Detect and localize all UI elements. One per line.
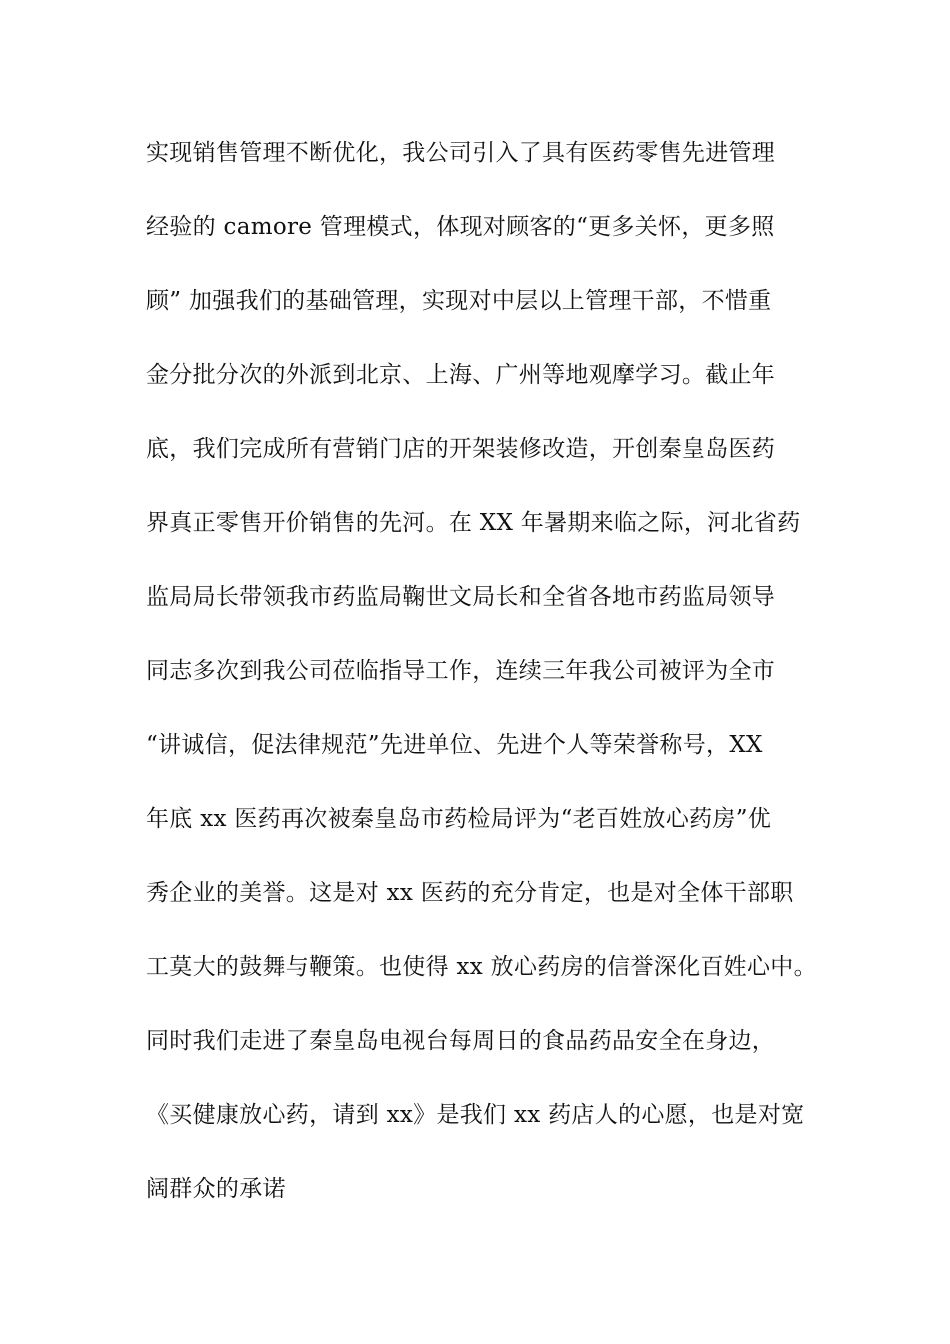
text-line: 监局局长带领我市药监局鞠世文局长和全省各地市药监局领导 bbox=[146, 584, 776, 610]
text-line: 顾” 加强我们的基础管理，实现对中层以上管理干部，不惜重 bbox=[146, 288, 772, 314]
text-line: 工莫大的鼓舞与鞭策。也使得 xx 放心药房的信誉深化百姓心中。 bbox=[146, 954, 817, 980]
text-line: 阔群众的承诺 bbox=[146, 1176, 286, 1202]
text-line: 金分批分次的外派到北京、上海、广州等地观摩学习。截止年 bbox=[146, 362, 776, 388]
text-line: 年底 xx 医药再次被秦皇岛市药检局评为“老百姓放心药房”优 bbox=[146, 806, 772, 832]
text-line: 实现销售管理不断优化，我公司引入了具有医药零售先进管理 bbox=[146, 140, 776, 166]
text-line: 秀企业的美誉。这是对 xx 医药的充分肯定，也是对全体干部职 bbox=[146, 880, 794, 906]
text-line: 底，我们完成所有营销门店的开架装修改造，开创秦皇岛医药 bbox=[146, 436, 776, 462]
text-line: 《买健康放心药，请到 xx》是我们 xx 药店人的心愿，也是对宽 bbox=[146, 1102, 805, 1128]
text-line: 经验的 camore 管理模式，体现对顾客的“更多关怀，更多照 bbox=[146, 214, 775, 240]
text-line: “讲诚信，促法律规范”先进单位、先进个人等荣誉称号，XX bbox=[146, 732, 763, 758]
body-text bbox=[146, 128, 846, 1238]
text-line: 同志多次到我公司莅临指导工作，连续三年我公司被评为全市 bbox=[146, 658, 776, 684]
text-line: 界真正零售开价销售的先河。在 XX 年暑期来临之际，河北省药 bbox=[146, 510, 801, 536]
text-line: 同时我们走进了秦皇岛电视台每周日的食品药品安全在身边， bbox=[146, 1028, 776, 1054]
